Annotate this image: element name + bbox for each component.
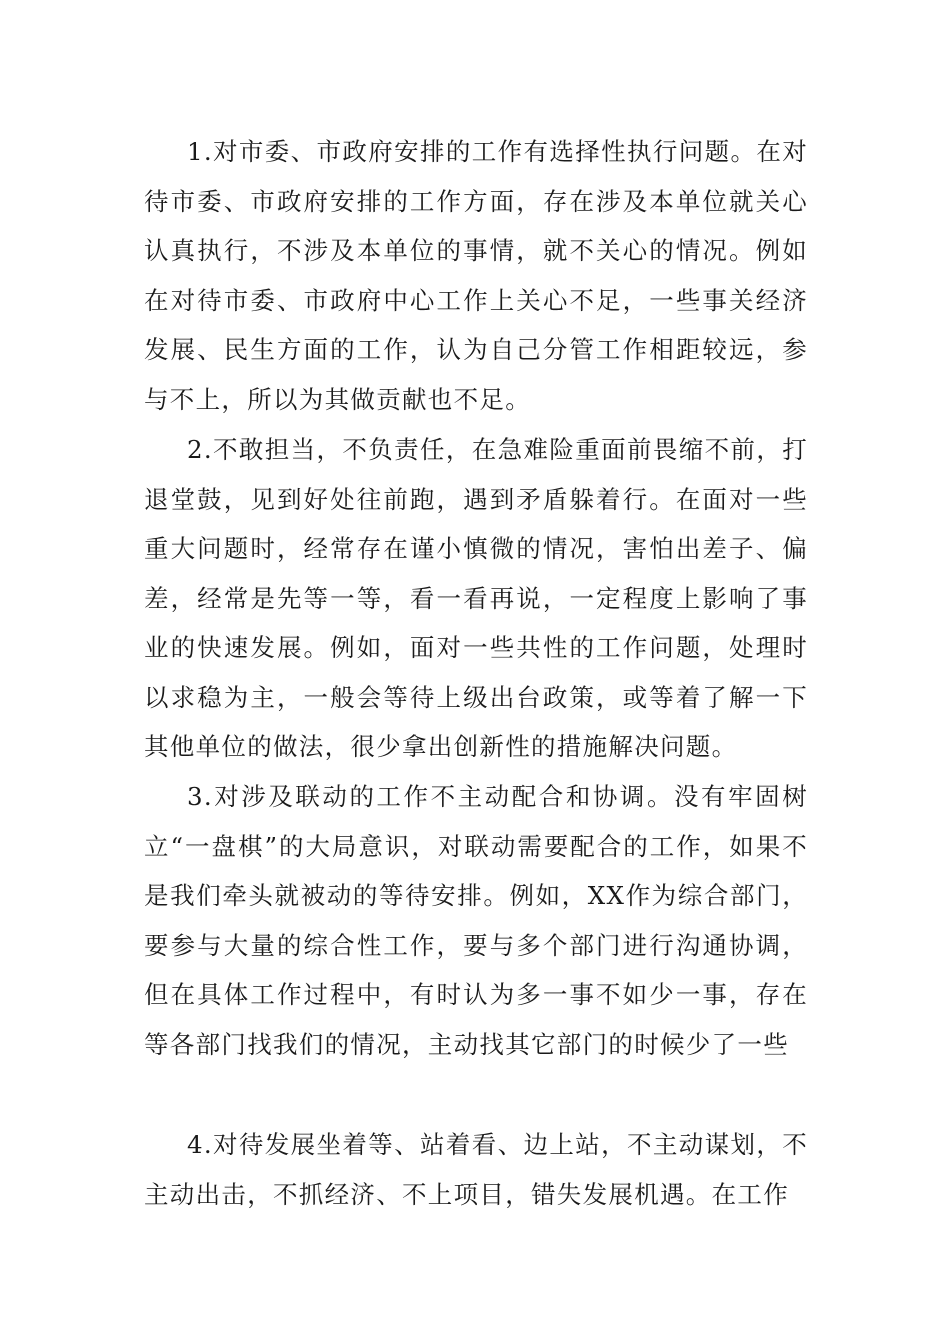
paragraph-1: 1.对市委、市政府安排的工作有选择性执行问题。在对待市委、市政府安排的工作方面，存在涉及本单位就关心认真执行，不涉及本单位的事情，就不关心的情况。例如在对待市委、市政府中心工作上关心不足，一些事关经济发展、民生方面的工作，认为自己分管工作相距较远，参与不上，所以为其做贡献也不足。 bbox=[144, 137, 808, 414]
paragraph-4: 4.对待发展坐着等、站着看、边上站，不主动谋划，不主动出击，不抓经济、不上项目，错失发展机遇。在工作 bbox=[144, 1130, 808, 1209]
paragraph-3: 3.对涉及联动的工作不主动配合和协调。没有牢固树立“一盘棋”的大局意识，对联动需要配合的工作，如果不是我们牵头就被动的等待安排。例如，XX作为综合部门，要参与大量的综合性工作，要与多个部门进行沟通协调，但在具体工作过程中，有时认为多一事不如少一事，存在等各部门找我们的情况，主动找其它部门的时候少了一些 bbox=[144, 782, 808, 1059]
paragraph-2: 2.不敢担当，不负责任，在急难险重面前畏缩不前，打退堂鼓，见到好处往前跑，遇到矛盾躲着行。在面对一些重大问题时，经常存在谨小慎微的情况，害怕出差子、偏差，经常是先等一等，看一看再说，一定程度上影响了事业的快速发展。例如，面对一些共性的工作问题，处理时以求稳为主，一般会等待上级出台政策，或等着了解一下其他单位的做法，很少拿出创新性的措施解决问题。 bbox=[144, 435, 808, 761]
